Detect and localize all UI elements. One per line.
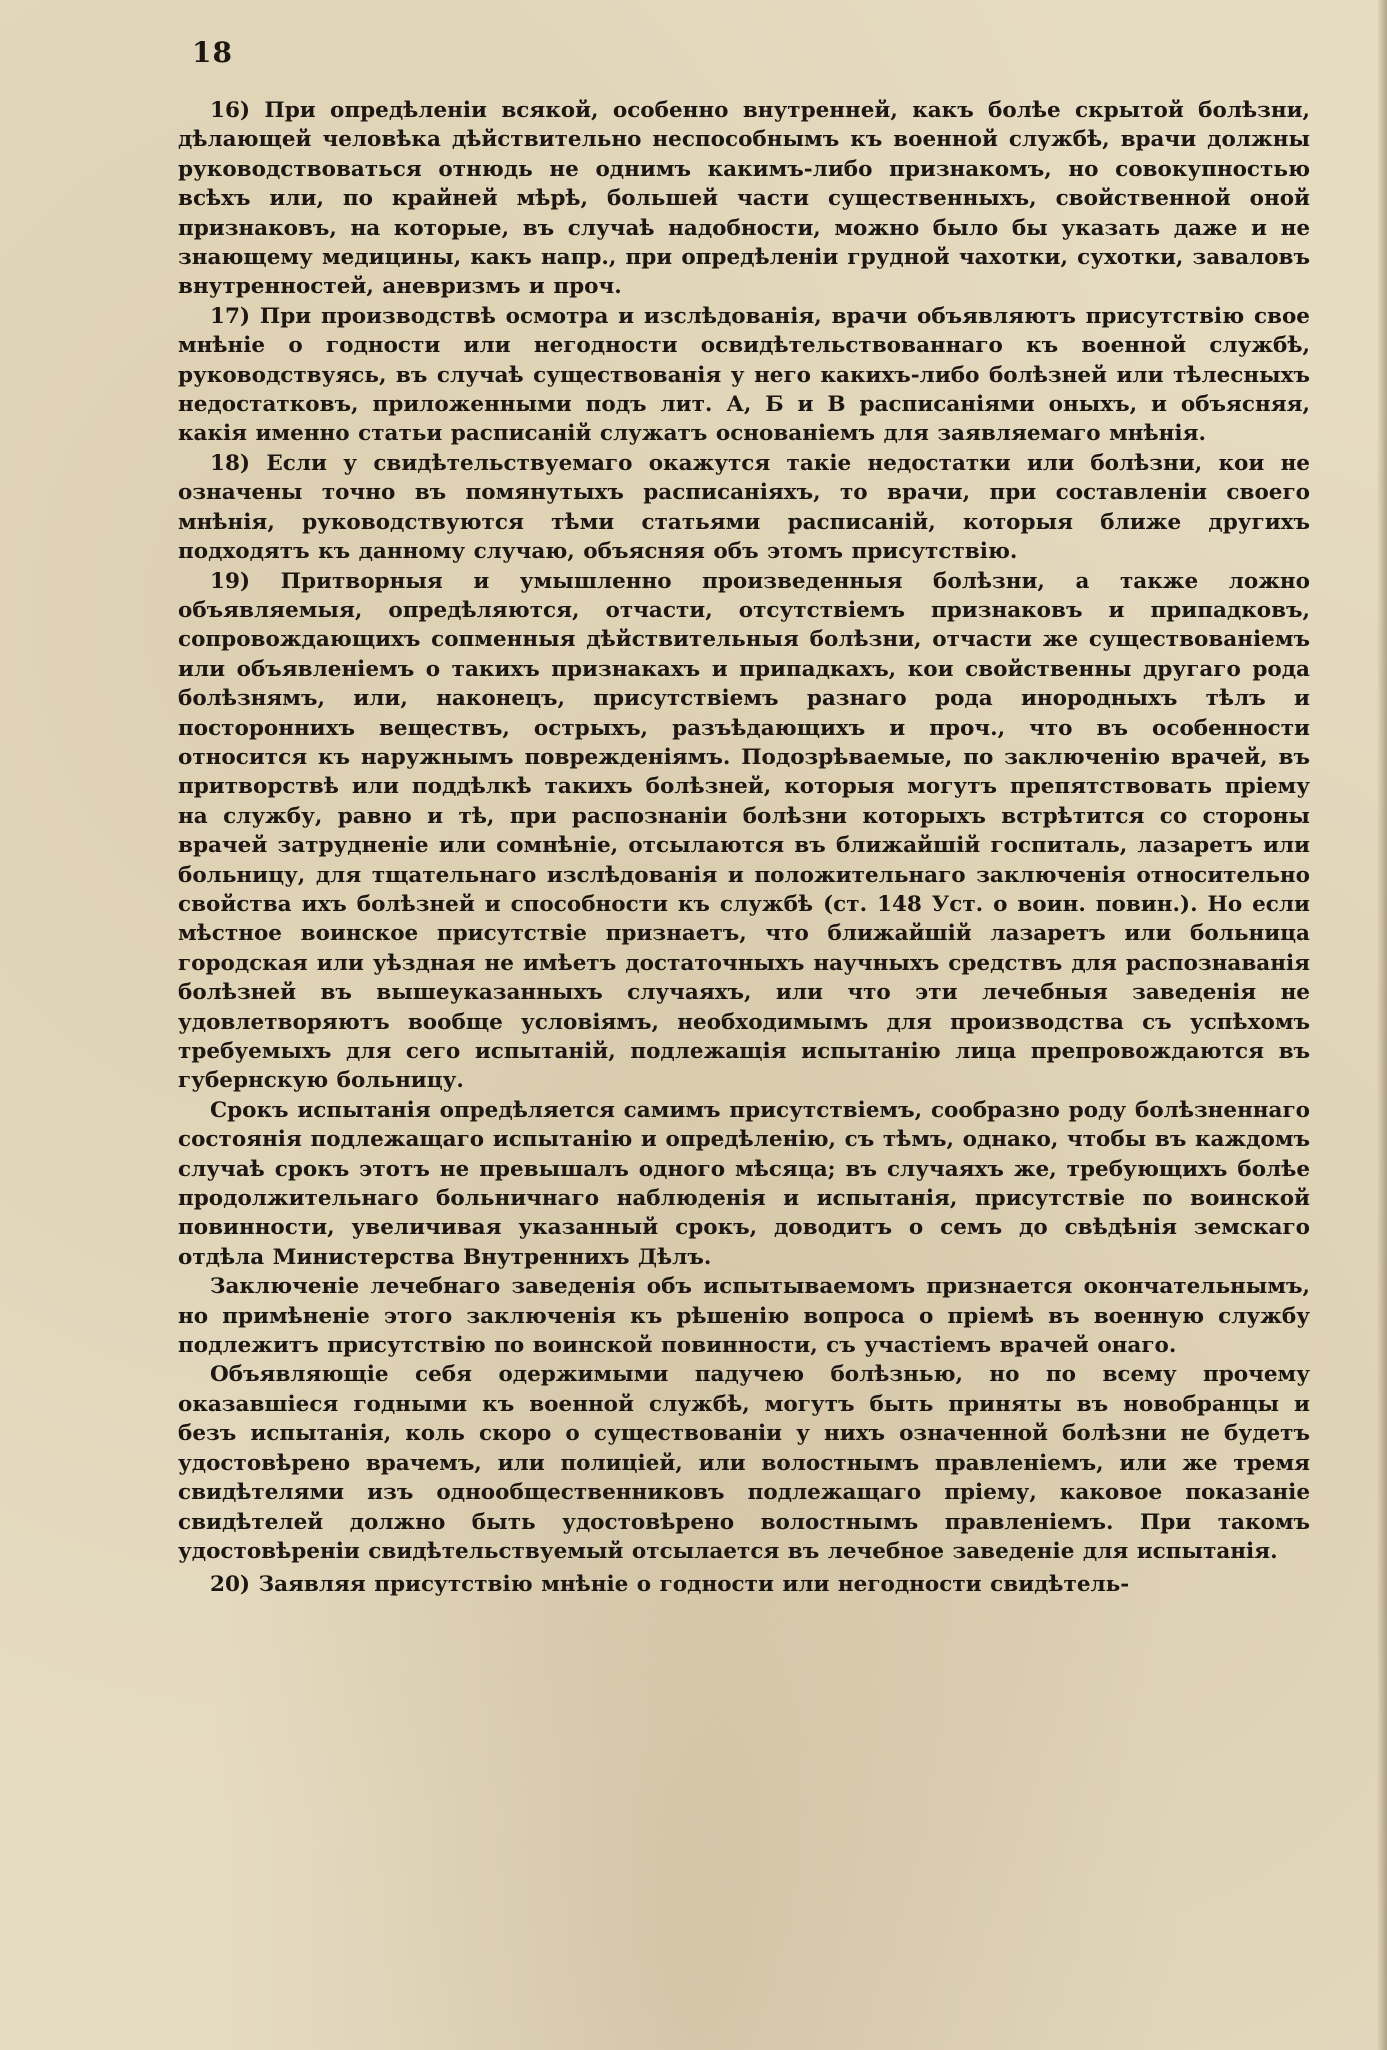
paragraph-19: 19) Притворныя и умышленно произведенныя болѣзни, а также ложно объявляемыя, опредѣляются, отчасти, отсутствіемъ признаковъ и припадковъ, сопровождающихъ сопменныя дѣйствительныя болѣзни, отчасти же существованіемъ или объявленіемъ о такихъ признакахъ и припадкахъ, кои свойственны другаго рода болѣзнямъ, или, наконецъ, присутствіемъ разнаго рода инородныхъ тѣлъ и постороннихъ веществъ, острыхъ, разъѣдающихъ и проч., что въ особенности относится къ наружнымъ поврежденіямъ. Подозрѣваемые, по заключенію врачей, въ притворствѣ или поддѣлкѣ такихъ болѣзней, которыя могутъ препятствовать пріему на службу, равно и тѣ, при распознаніи болѣзни которыхъ встрѣтится со стороны врачей затрудненіе или сомнѣніе, отсылаются въ ближайшій госпиталь, лазаретъ или больницу, для тщательнаго изслѣдованія и положительнаго заключенія относительно свойства ихъ болѣзней и способности къ службѣ (ст. 148 Уст. о воин. повин.). Но если мѣстное воинское присутствіе признаетъ, что ближайшій лазаретъ или больница городская или уѣздная не имѣетъ достаточныхъ научныхъ средствъ для распознаванія болѣзней въ вышеуказанныхъ случаяхъ, или что эти лечебныя заведенія не удовлетворяютъ вообще условіямъ, необходимымъ для производства съ успѣхомъ требуемыхъ для сего испытаній, подлежащія испытанію лица препровождаются въ губернскую больницу. <box>178 568 1310 1094</box>
body-text <box>178 96 1310 1600</box>
paragraph-19-conclusion: Заключеніе лечебнаго заведенія объ испытываемомъ признается окончательнымъ, но примѣненіе этого заключенія къ рѣшенію вопроса о пріемѣ въ военную службу подлежитъ присутствію по воинской повинности, съ участіемъ врачей онаго. <box>178 1274 1310 1359</box>
paragraph-19-epilepsy: Объявляющіе себя одержимыми падучею болѣзнью, но по всему прочему оказавшіеся годными къ военной службѣ, могутъ быть приняты въ новобранцы и безъ испытанія, коль скоро о существованіи у нихъ означенной болѣзни не будетъ удостовѣрено врачемъ, или полиціей, или волостнымъ правленіемъ, или же тремя свидѣтелями изъ однообщественниковъ подлежащаго пріему, каковое показаніе свидѣтелей должно быть удостовѣрено волостнымъ правленіемъ. При такомъ удостовѣреніи свидѣтельствуемый отсылается въ лечебное заведеніе для испытанія. <box>178 1362 1310 1564</box>
page-edge-shadow <box>1377 0 1387 2050</box>
paragraph-16: 16) При опредѣленіи всякой, особенно внутренней, какъ болѣе скрытой болѣзни, дѣлающей человѣка дѣйствительно неспособнымъ къ военной службѣ, врачи должны руководствоваться отнюдь не однимъ какимъ-либо признакомъ, но совокупностью всѣхъ или, по крайней мѣрѣ, большей части существенныхъ, свойственной оной признаковъ, на которые, въ случаѣ надобности, можно было бы указать даже и не знающему медицины, какъ напр., при опредѣленіи грудной чахотки, сухотки, заваловъ внутренностей, аневризмъ и проч. <box>178 98 1310 300</box>
paragraph-19-term: Срокъ испытанія опредѣляется самимъ присутствіемъ, сообразно роду болѣзненнаго состоянія подлежащаго испытанію и опредѣленію, съ тѣмъ, однако, чтобы въ каждомъ случаѣ срокъ этотъ не превышалъ одного мѣсяца; въ случаяхъ же, требующихъ болѣе продолжительнаго больничнаго наблюденія и испытанія, присутствіе по воинской повинности, увеличивая указанный срокъ, доводитъ о семъ до свѣдѣнія земскаго отдѣла Министерства Внутреннихъ Дѣлъ. <box>178 1097 1310 1270</box>
paragraph-18: 18) Если у свидѣтельствуемаго окажутся такіе недостатки или болѣзни, кои не означены точно въ помянутыхъ расписаніяхъ, то врачи, при составленіи своего мнѣнія, руководствуются тѣми статьями расписаній, которыя ближе другихъ подходятъ къ данному случаю, объясняя объ этомъ присутствію. <box>178 450 1310 565</box>
page-number: 18 <box>192 36 233 69</box>
paragraph-17: 17) При производствѣ осмотра и изслѣдованія, врачи объявляютъ присутствію свое мнѣніе о годности или негодности освидѣтельствованнаго къ военной службѣ, руководствуясь, въ случаѣ существованія у него какихъ-либо болѣзней или тѣлесныхъ недостатковъ, приложенными подъ лит. А, Б и В расписаніями оныхъ, и объясняя, какія именно статьи расписаній служатъ основаніемъ для заявляемаго мнѣнія. <box>178 303 1310 447</box>
paragraph-20: 20) Заявляя присутствію мнѣніе о годности или негодности свидѣтель- <box>210 1572 1130 1598</box>
